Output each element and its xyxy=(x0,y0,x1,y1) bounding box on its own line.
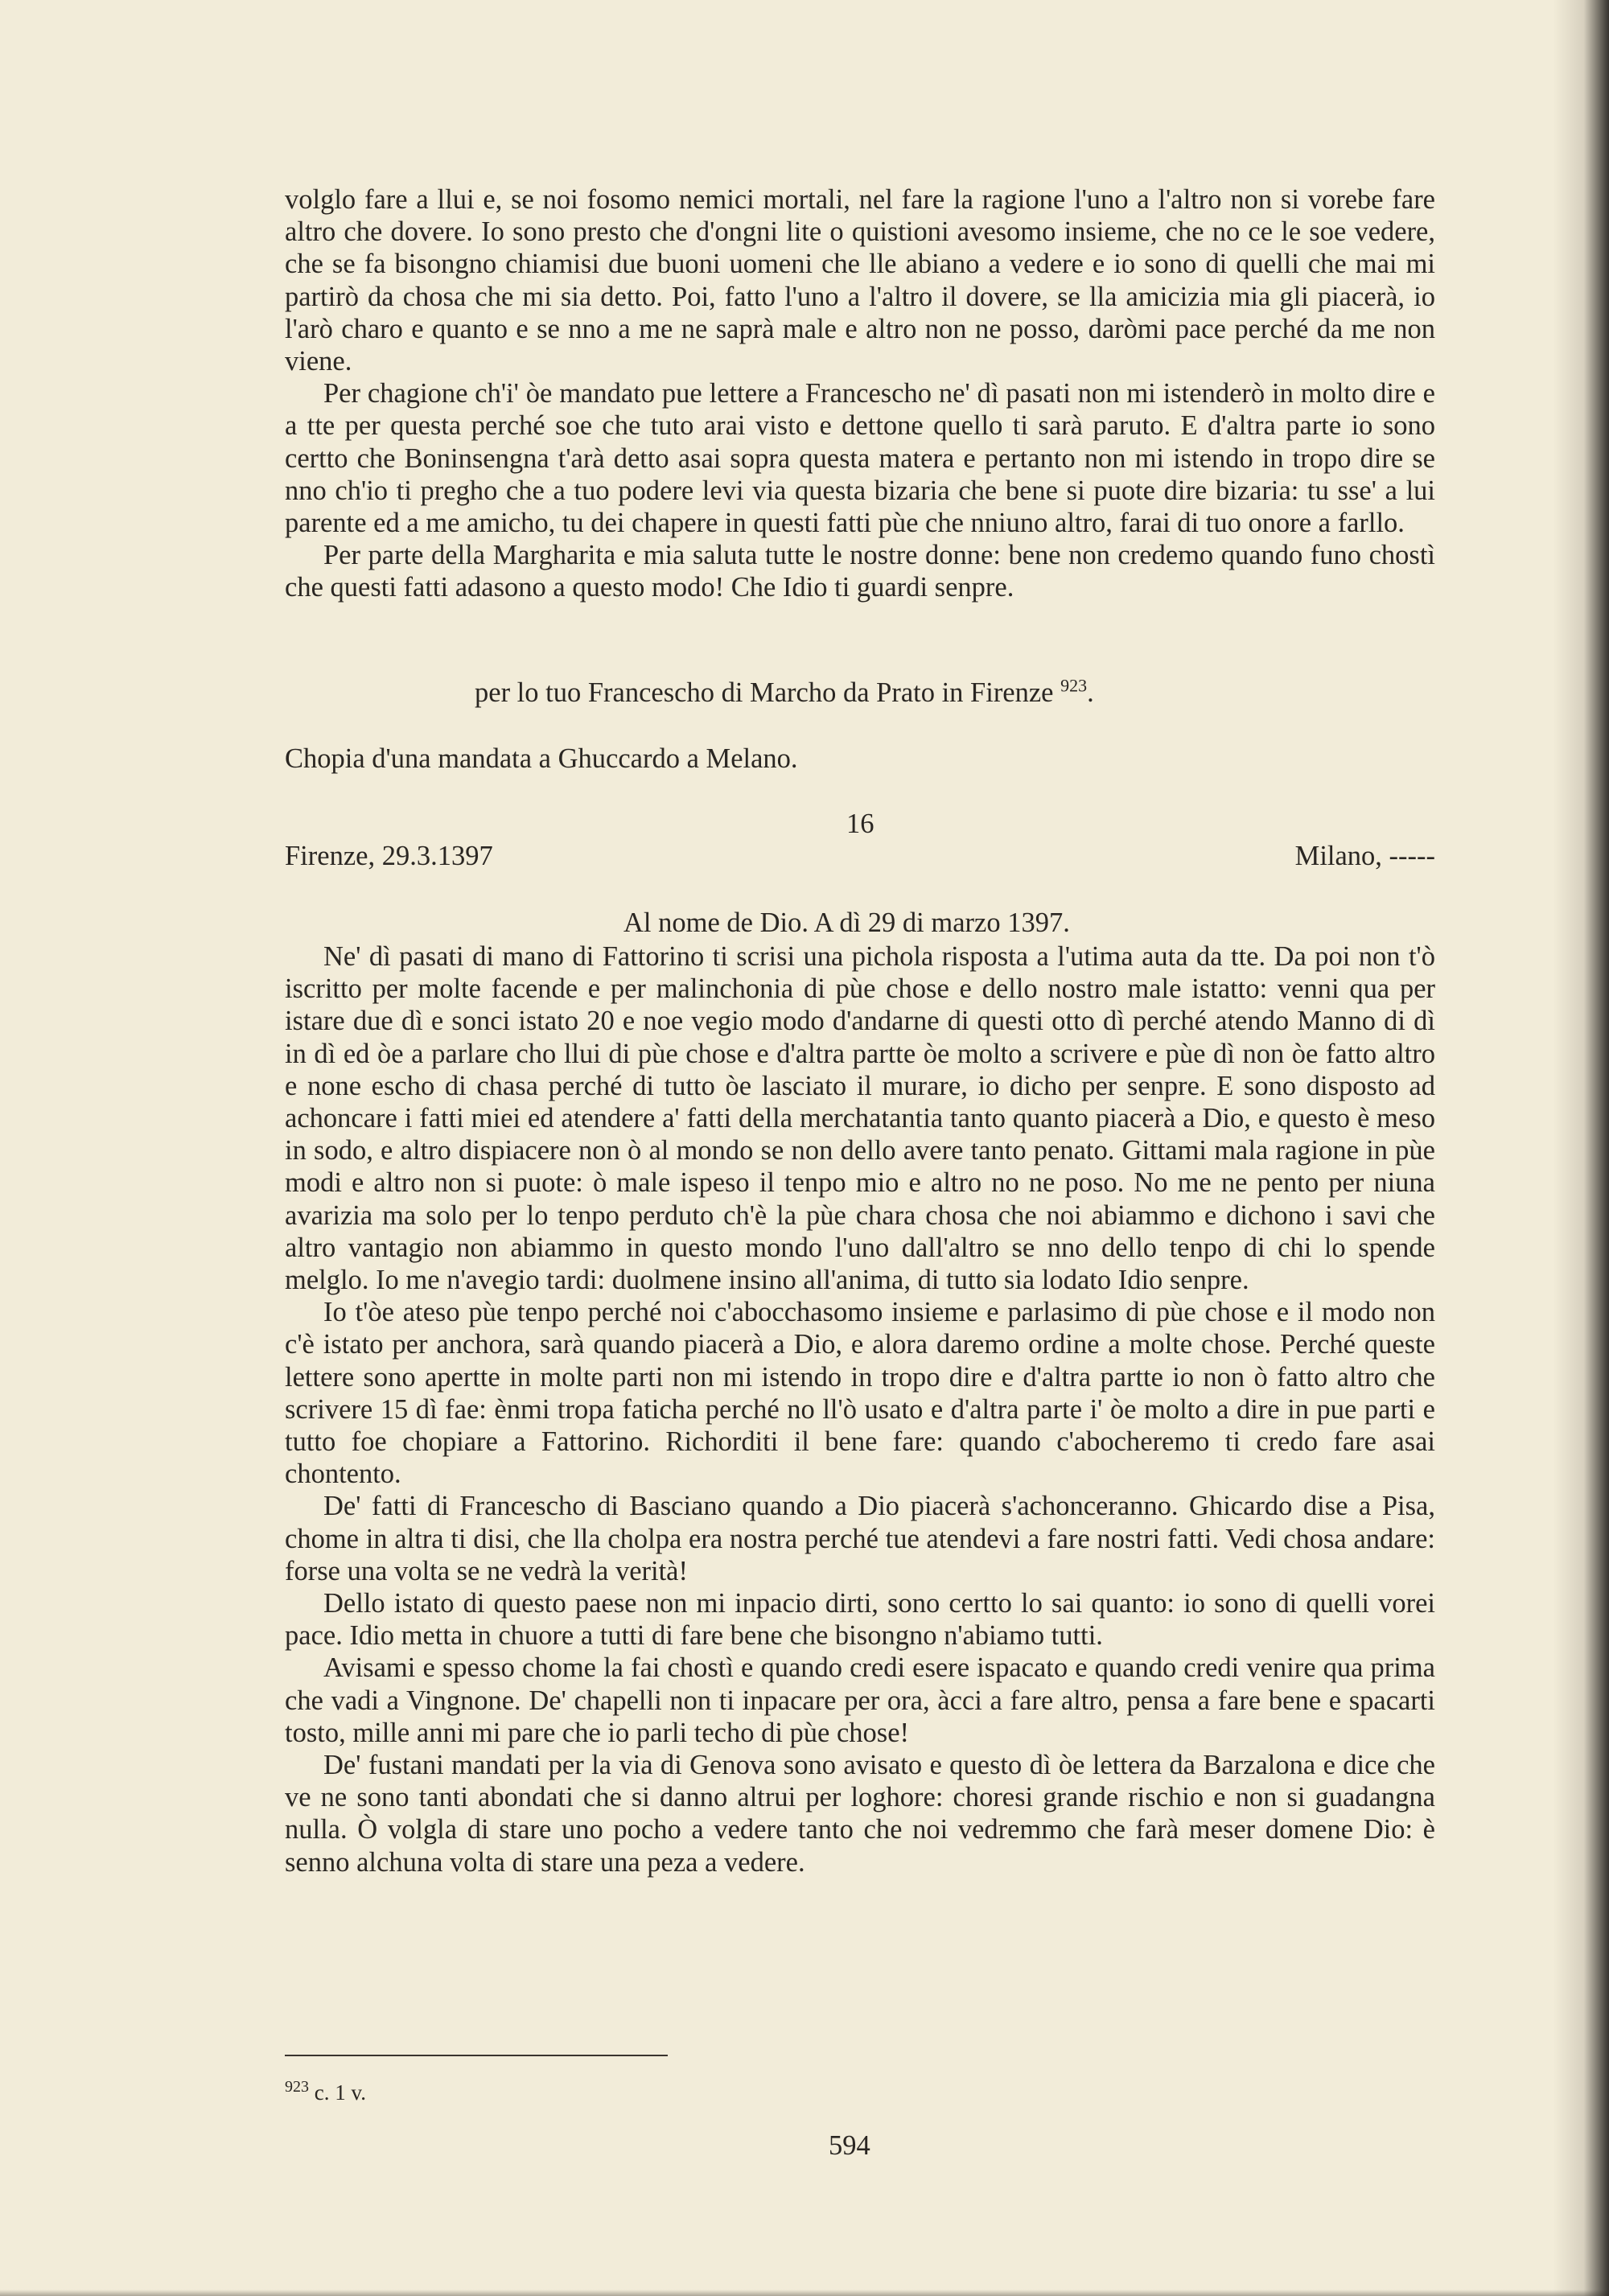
footnote-text: c. 1 v. xyxy=(314,2080,366,2105)
footnote-divider xyxy=(285,2055,668,2056)
signature xyxy=(475,677,1094,709)
paragraph: Io t'òe ateso pùe tenpo perché noi c'abocchasomo insieme e parlasimo di pùe chose e il modo non c'è istato per anchora, sarà quando piacerà a Dio, e alora daremo ordine a molte chose. Perché queste lettere sono apertte in molte parti non mi istendo in tropo dire e d'altra partte io non ò fatto altro che scrivere 15 dì fae: ènmi tropa faticha perché no ll'ò usato e d'altra parte i' òe molto a dire in pue parti e tutto foe chopiare a Fattorino. Richorditi il bene fare: quando c'abocheremo ti credo fare asai chontento. xyxy=(285,1297,1435,1490)
letter-salutation: Al nome de Dio. A dì 29 di marzo 1397. xyxy=(623,907,1070,938)
previous-letter-text xyxy=(285,183,1435,604)
footnote xyxy=(285,2080,366,2105)
letter-origin: Firenze, 29.3.1397 xyxy=(285,841,493,871)
paragraph: Avisami e spesso chome la fai chostì e quando credi esere ispacato e quando credi venire qua prima che vadi a Vingnone. De' chapelli non ti inpacare per ora, àcci a fare altro, pensa a fare bene e spacarti tosto, mille anni mi pare che io parli techo di pùe chose! xyxy=(285,1652,1435,1748)
signature-period: . xyxy=(1087,677,1094,708)
page-edge-shadow xyxy=(1553,0,1609,2296)
signature-text: per lo tuo Francescho di Marcho da Prato in Firenze xyxy=(475,677,1054,708)
letter-body xyxy=(285,940,1435,1878)
page-bottom-edge xyxy=(0,2290,1609,2296)
paragraph: De' fatti di Francescho di Basciano quando a Dio piacerà s'achonceranno. Ghicardo dise a Pisa, chome in altra ti disi, che lla cholpa era nostra perché tue atendevi a fare nostri fatti. Vedi chosa andare: forse una volta se ne vedrà la verità! xyxy=(285,1491,1435,1586)
place-date-line xyxy=(285,841,1435,872)
copy-note: Chopia d'una mandata a Ghuccardo a Melano. xyxy=(285,743,798,774)
paragraph: De' fustani mandati per la via di Genova sono avisato e questo dì òe lettera da Barzalona e dice che ve ne sono tanti abondati che si danno altrui per loghore: choresi grande rischio e non si guadangna nulla. Ò volgla di stare uno pocho a vedere tanto che noi vedremmo che farà meser domene Dio: è senno alchuna volta di stare una peza a vedere. xyxy=(285,1750,1435,1878)
paragraph: Per parte della Margharita e mia saluta tutte le nostre donne: bene non credemo quando funo chostì che questi fatti adasono a questo modo! Che Idio ti guardi senpre. xyxy=(285,540,1435,603)
paragraph: Per chagione ch'i' òe mandato pue lettere a Francescho ne' dì pasati non mi istenderò in molto dire e a tte per questa perché soe che tuto arai visto e dettone quello ti sarà paruto. E d'altra parte io sono certto che Boninsengna t'arà detto asai sopra questa matera e pertanto non mi istendo in tropo dire se nno ch'io ti pregho che a tuo podere levi via questa bizaria che bene si puote dire bizaria: tu sse' a lui parente ed a me amicho, tu dei chapere in questi fatti pùe che nniuno altro, farai di tuo onore a farllo. xyxy=(285,378,1435,539)
paragraph: Ne' dì pasati di mano di Fattorino ti scrisi una pichola risposta a l'utima auta da tte. Da poi non t'ò iscritto per molte facende e per malinchonia di pùe chose e dello nostro male istatto: venni qua per istare due dì e sonci istato 20 e noe vegio modo d'andarne di questi otto dì perché atendo Manno di dì in dì ed òe a parlare cho llui di pùe chose e d'altra partte òe molto a scrivere e pùe dì non òe fatto altro e none escho di chasa perché di tutto òe lasciato il murare, io dicho per senpre. E sono disposto ad achoncare i fatti miei ed atendere a' fatti della merchatantia tanto quanto piacerà a Dio, e questo è meso in sodo, e altro dispiacere non ò al mondo se non dello avere tanto penato. Gittami mala ragione in pùe modi e altro non si puote: ò male ispeso il tenpo mio e altro no ne poso. No me ne pento per niuna avarizia ma solo per lo tenpo perduto ch'è la pùe chara chosa che noi abiammo e dichono i savi che altro vantagio non abiammo in questo mondo l'uno dall'altro se nno dello tenpo di chi lo spende melglo. Io me n'avegio tardi: duolmene insino all'anima, di tutto sia lodato Idio senpre. xyxy=(285,941,1435,1296)
page-number: 594 xyxy=(829,2130,870,2161)
paragraph: Dello istato di questo paese non mi inpacio dirti, sono certto lo sai quanto: io sono di quelli vorei pace. Idio metta in chuore a tutti di fare bene che bisongno n'abiamo tutti. xyxy=(285,1588,1435,1652)
footnote-number: 923 xyxy=(285,2078,309,2096)
footnote-ref[interactable]: 923 xyxy=(1060,675,1088,696)
letter-number: 16 xyxy=(846,809,874,839)
paragraph: volglo fare a llui e, se noi fosomo nemici mortali, nel fare la ragione l'uno a l'altro non si vorebe fare altro che dovere. Io sono presto che d'ongni lite o quistioni avesomo insieme, che no ce le soe vedere, che se fa bisongno chiamisi due buoni uomeni che lle abiano a vedere e io sono di quelli che mai mi partirò da chosa che mi sia detto. Poi, fatto l'uno a l'altro il dovere, se lla amicizia mia gli piacerà, io l'arò charo e quanto e se nno a me ne saprà male e altro non ne posso, daròmi pace perché da me non viene. xyxy=(285,184,1435,377)
letter-destination: Milano, ----- xyxy=(1294,841,1435,871)
